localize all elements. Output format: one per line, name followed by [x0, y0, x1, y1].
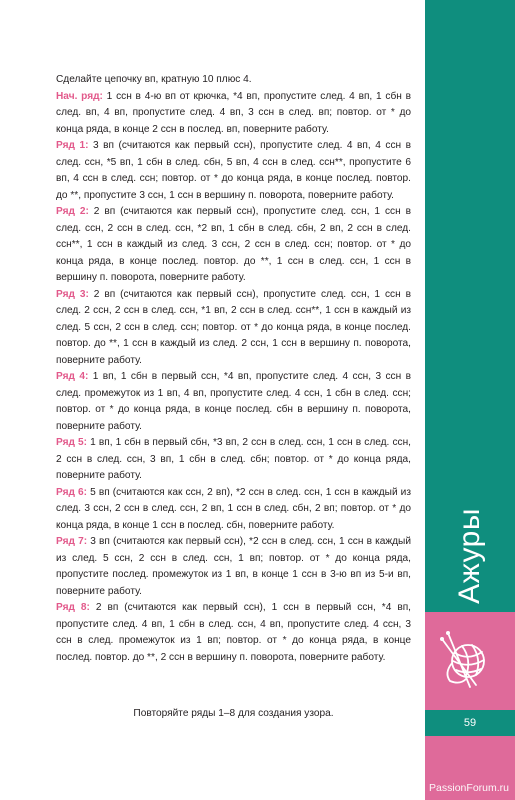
- row-text: 5 вп (считаются как ссн, 2 вп), *2 ссн в след. ссн, 1 ссн в каждый из след. 3 ссн, 2 ссн в след. ссн, 2 вп, 1 ссн в след. сбн, 2 вп; повтор. от * до конца ряда, в конце 1 ссн в послед. сбн, поверните работу.: [56, 486, 411, 531]
- row-text: 1 вп, 1 сбн в первый ссн, *4 вп, пропустите след. 4 ссн, 3 ссн в след. промежуток из 1 вп, 4 вп, пропустите след. 4 ссн, 1 сбн в след. ссн; повтор. от * до конца ряда, в конце послед. сбн в вершину п. поворота, поверните работу.: [56, 371, 411, 432]
- row-text: 1 ссн в 4-ю вп от крючка, *4 вп, пропустите след. 4 вп, 1 сбн в след. вп, 4 вп, пропустите след. 4 вп, 3 ссн в след. вп; повтор. от * до конца ряда, в конце 2 ссн в послед. вп, поверните работу.: [56, 90, 411, 135]
- row-8: [56, 600, 411, 666]
- pattern-instructions: [56, 72, 411, 666]
- row-label: Нач. ряд:: [56, 90, 103, 102]
- row-label: Ряд 3:: [56, 288, 89, 300]
- repeat-note: Повторяйте ряды 1–8 для создания узора.: [133, 708, 334, 719]
- row-foundation: [56, 89, 411, 139]
- row-label: Ряд 5:: [56, 437, 88, 448]
- row-3: [56, 287, 411, 370]
- row-label: Ряд 4:: [56, 371, 89, 382]
- watermark: PassionForum.ru: [429, 782, 509, 794]
- row-label: Ряд 8:: [56, 602, 90, 613]
- page-number: 59: [463, 717, 477, 729]
- row-text: 2 вп (считаются как первый ссн), пропустите след. ссн, 1 ссн в след. ссн, 2 ссн в след. ссн, *2 вп, 1 сбн в след. сбн, 2 вп, 2 ссн в след. ссн**, 1 ссн в каждый из след. 3 ссн, 2 ссн в след. ссн; повтор. от * до конца ряда, в конце послед. повтор. до **, 1 ссн в след. ссн, 1 ссн в вершину п. поворота, поверните работу.: [56, 206, 411, 283]
- row-label: Ряд 2:: [56, 206, 89, 217]
- row-text: 2 вп (считаются как первый ссн), 1 ссн в первый ссн, *4 вп, пропустите след. 4 вп, 1 сбн в след. ссн, 4 вп, пропустите след. 4 ссн, 3 ссн в след. промежуток из 1 вп; повтор. от * до конца ряда, в конце послед. повтор. до **, 2 ссн в вершину п. поворота, поверните работу.: [56, 602, 411, 663]
- row-label: Ряд 1:: [56, 140, 89, 151]
- yarn-ball-icon: [436, 625, 502, 691]
- row-label: Ряд 7:: [56, 536, 88, 547]
- row-5: [56, 435, 411, 485]
- row-6: [56, 485, 411, 535]
- row-1: [56, 138, 411, 204]
- row-text: 3 вп (считаются как первый ссн), *2 ссн в след. ссн, 1 ссн в каждый из след. 5 ссн, 2 ссн в след. ссн, 1 вп; повтор. от * до конца ряда, пропустите послед. промежуток из 1 вп, в конце 1 ссн в 3-ю вп из 5-и вп, поверните работу.: [56, 536, 411, 597]
- row-label: Ряд 6:: [56, 486, 88, 498]
- row-4: [56, 369, 411, 435]
- row-text: 1 вп, 1 сбн в первый сбн, *3 вп, 2 ссн в след. ссн, 1 ссн в след. ссн, 2 ссн в след. ссн, 3 вп, 1 сбн в след. сбн; повтор. от * до конца ряда, поверните работу.: [56, 437, 411, 481]
- row-2: [56, 204, 411, 287]
- row-7: [56, 534, 411, 600]
- row-text: 2 вп (считаются как первый ссн), пропустите след. ссн, 1 ссн в след. 2 ссн, 2 ссн в след. ссн, *1 вп, 2 ссн в след. ссн**, 1 ссн в каждый из след. 5 ссн, 2 ссн в след. ссн; повтор. от * до конца ряда, в конце послед. повтор. до **, 1 ссн в каждый из след. 2 ссн, 1 ссн в вершину п. поворота, поверните работу.: [56, 288, 411, 366]
- section-title: Ажуры: [453, 508, 486, 604]
- row-text: 3 вп (считаются как первый ссн), пропустите след. 4 вп, 4 ссн в след. ссн, *5 вп, 1 сбн в след. сбн, 5 вп, 4 ссн в след. ссн**, пропустите 6 вп, 4 ссн в след. ссн; повтор. от * до конца ряда, в конце послед. повтор. до **, пропустите 3 ссн, 1 ссн в вершину п. поворота, поверните работу.: [56, 140, 411, 201]
- intro-text: Сделайте цепочку вп, кратную 10 плюс 4.: [56, 74, 252, 85]
